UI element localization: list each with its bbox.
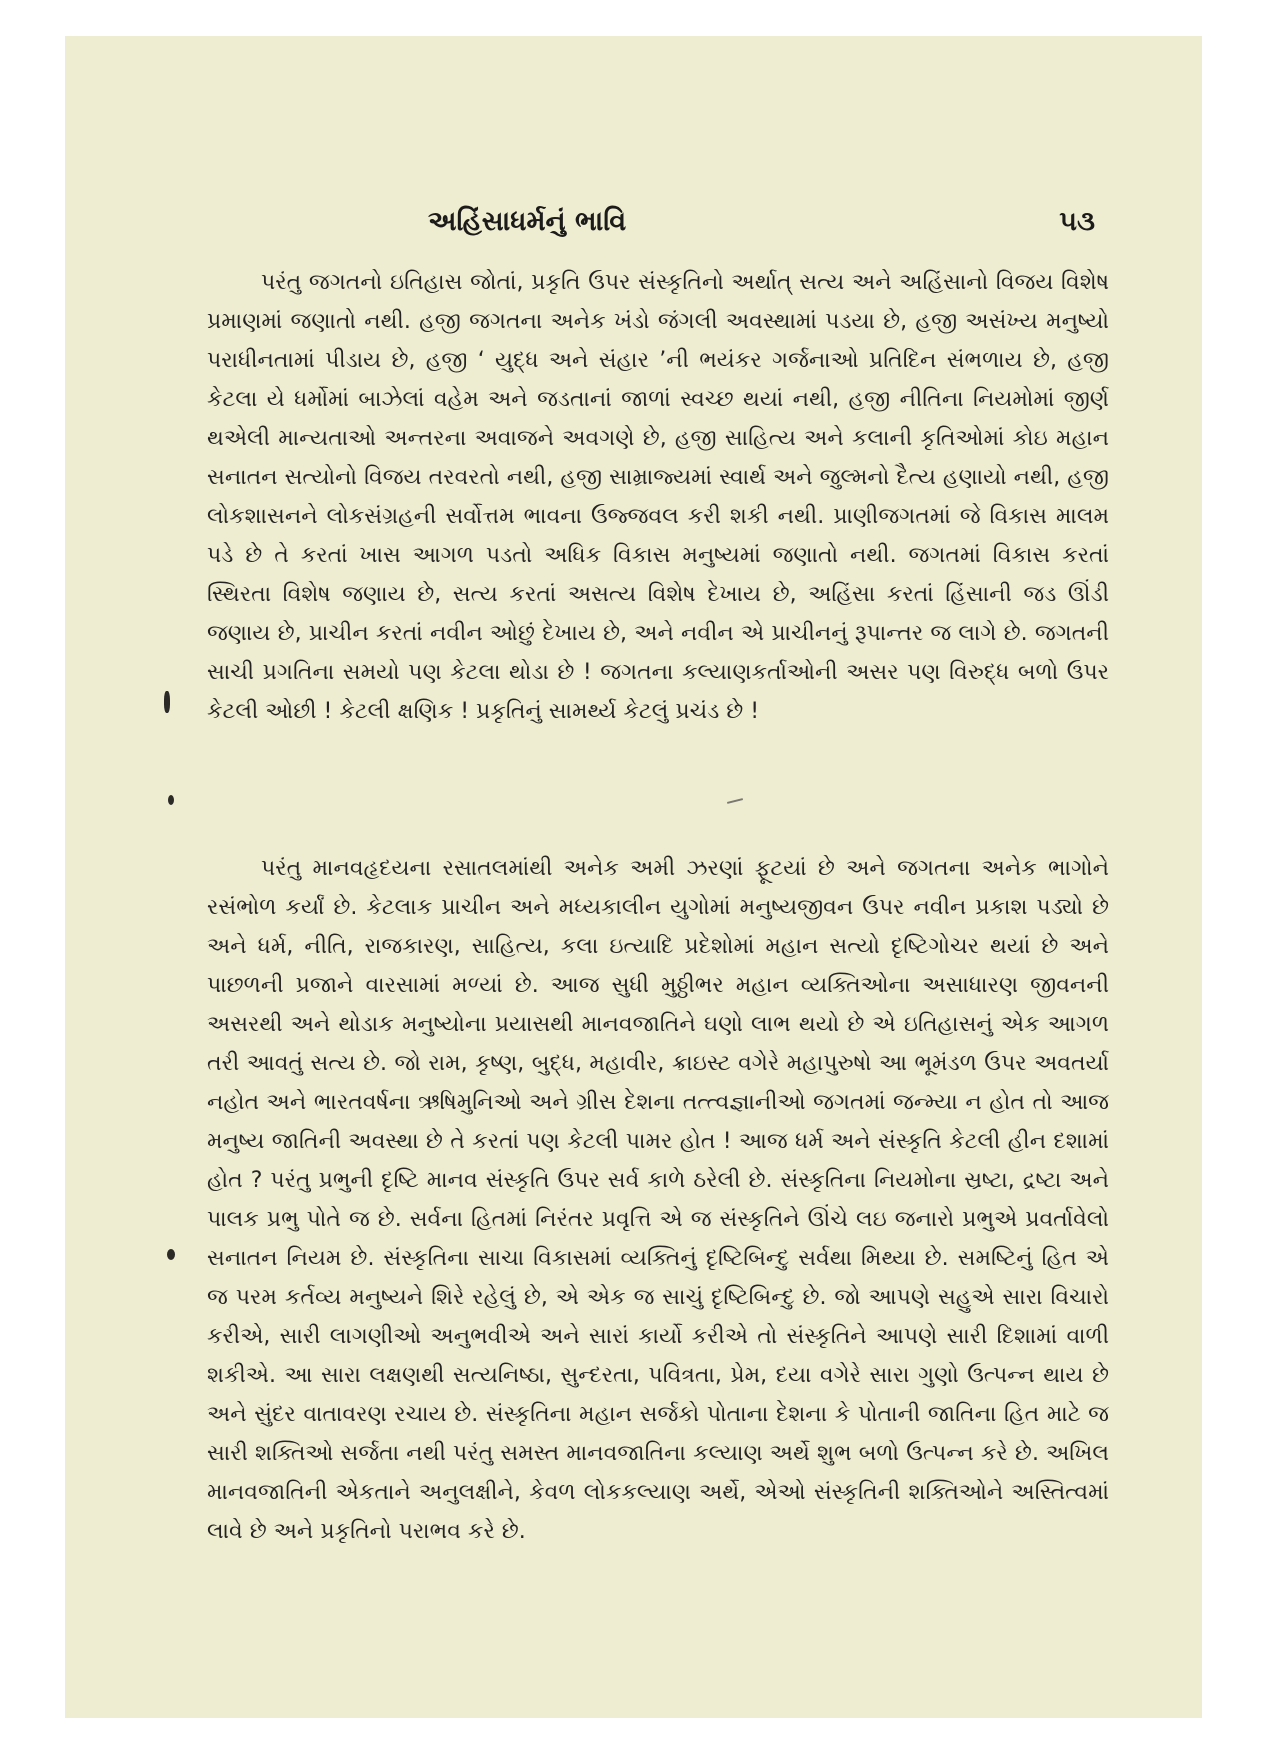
body-paragraph-2: પરંતુ માનવહૃદયના રસાતલમાંથી અનેક અમી ઝરણાં ફૂટયાં છે અને જગતના અનેક ભાગોને રસંભોળ કર્યાં છે. કેટલાક પ્રાચીન અને મધ્યકાલીન યુગોમાં મનુષ્યજીવન ઉપર નવીન પ્રકાશ પડ્યો છે અને ધર્મ, નીતિ, રાજકારણ, સાહિત્ય, કલા ઇત્યાદિ પ્રદેશોમાં મહાન સત્યો દૃષ્ટિગોચર થયાં છે અને પાછળની પ્રજાને વારસામાં મળ્યાં છે. આજ સુધી મુઠ્ઠીભર મહાન વ્યક્તિઓના અસાધારણ જીવનની અસરથી અને થોડાક મનુષ્યોના પ્રયાસથી માનવજાતિને ઘણો લાભ થયો છે એ ઇતિહાસનું એક આગળ તરી આવતું સત્ય છે. જો રામ, કૃષ્ણ, બુદ્ધ, મહાવીર, ક્રાઇસ્ટ વગેરે મહાપુરુષો આ ભૂમંડળ ઉપર અવતર્યા નહોત અને ભારતવર્ષના ઋષિમુનિઓ અને ગ્રીસ દેશના તત્ત્વજ્ઞાનીઓ જગતમાં જન્મ્યા ન હોત તો આજ મનુષ્ય જાતિની અવસ્થા છે તે કરતાં પણ કેટલી પામર હોત ! આજ ધર્મ અને સંસ્કૃતિ કેટલી હીન દશામાં હોત ? પરંતુ પ્રભુની દૃષ્ટિ માનવ સંસ્કૃતિ ઉપર સર્વ કાળે ઠરેલી છે. સંસ્કૃતિના નિયમોના સ્રષ્ટા, દ્રષ્ટા અને પાલક પ્રભુ પોતે જ છે. સર્વના હિતમાં નિરંતર પ્રવૃત્તિ એ જ સંસ્કૃતિને ઊંચે લઇ જનારો પ્રભુએ પ્રવર્તાવેલો સનાતન નિયમ છે. સંસ્કૃતિના સાચા વિકાસમાં વ્યક્તિનું દૃષ્ટિબિન્દુ સર્વથા મિથ્યા છે. સમષ્ટિનું હિત એ જ પરમ કર્તવ્ય મનુષ્યને શિરે રહેલું છે, એ એક જ સાચું દૃષ્ટિબિન્દુ છે. જો આપણે સહુએ સારા વિચારો કરીએ, સારી લાગણીઓ અનુભવીએ અને સારાં કાર્યો કરીએ તો સંસ્કૃતિને આપણે સારી દિશામાં વાળી શકીએ. આ સારા લક્ષણથી સત્યનિષ્ઠા, સુન્દરતા, પવિત્રતા, પ્રેમ, દયા વગેરે સારા ગુણો ઉત્પન્ન થાય છે અને સુંદર વાતાવરણ રચાય છે. સંસ્કૃતિના મહાન સર્જકો પોતાના દેશના કે પોતાની જાતિના હિત માટે જ સારી શક્તિઓ સર્જતા નથી પરંતુ સમસ્ત માનવજાતિના કલ્યાણ અર્થે શુભ બળો ઉત્પન્ન કરે છે. અખિલ માનવજાતિની એકતાને અનુલક્ષીને, કેવળ લોકકલ્યાણ અર્થે, એઓ સંસ્કૃતિની શક્તિઓને અસ્તિત્વમાં લાવે છે અને પ્રકૃતિનો પરાભવ કરે છે. (207, 856, 1109, 1544)
body-paragraph-1: પરંતુ જગતનો ઇતિહાસ જોતાં, પ્રકૃતિ ઉપર સંસ્કૃતિનો અર્થાત્ સત્ય અને અહિંસાનો વિજય વિશેષ પ્રમાણમાં જણાતો નથી. હજી જગતના અનેક ખંડો જંગલી અવસ્થામાં પડયા છે, હજી અસંખ્ય મનુષ્યો પરાધીનતામાં પીડાય છે, હજી ‘ યુદ્ધ અને સંહાર ’ની ભયંકર ગર્જનાઓ પ્રતિદિન સંભળાય છે, હજી કેટલા યે ધર્મોમાં બાઝેલાં વહેમ અને જડતાનાં જાળાં સ્વચ્છ થયાં નથી, હજી નીતિના નિયમોમાં જીર્ણ થએલી માન્યતાઓ અન્તરના અવાજને અવગણે છે, હજી સાહિત્ય અને કલાની કૃતિઓમાં કોઇ મહાન સનાતન સત્યોનો વિજય તરવરતો નથી, હજી સામ્રાજ્યમાં સ્વાર્થ અને જુલ્મનો દૈત્ય હણાયો નથી, હજી લોકશાસનને લોકસંગ્રહની સર્વોત્તમ ભાવના ઉજ્જવલ કરી શકી નથી. પ્રાણીજગતમાં જે વિકાસ માલમ પડે છે તે કરતાં ખાસ આગળ પડતો અધિક વિકાસ મનુષ્યમાં જણાતો નથી. જગતમાં વિકાસ કરતાં સ્થિરતા વિશેષ જણાય છે, સત્ય કરતાં અસત્ય વિશેષ દેખાય છે, અહિંસા કરતાં હિંસાની જડ ઊંડી જણાય છે, પ્રાચીન કરતાં નવીન ઓછું દેખાય છે, અને નવીન એ પ્રાચીનનું રૂપાન્તર જ લાગે છે. જગતની સાચી પ્રગતિના સમયો પણ કેટલા થોડા છે ! જગતના કલ્યાણકર્તાઓની અસર પણ વિરુદ્ધ બળો ઉપર કેટલી ઓછી ! કેટલી ક્ષણિક ! પ્રકૃતિનું સામર્થ્ય કેટલું પ્રચંડ છે ! (207, 270, 1109, 724)
book-page (65, 36, 1202, 1718)
page-header (65, 206, 1202, 246)
margin-ink-mark (167, 1249, 175, 1260)
running-title: અહિંસાધર્મનું ભાવિ (428, 206, 627, 237)
page-number: ૫૩ (1059, 206, 1095, 237)
margin-ink-mark (168, 795, 174, 805)
margin-ink-mark (164, 691, 170, 713)
